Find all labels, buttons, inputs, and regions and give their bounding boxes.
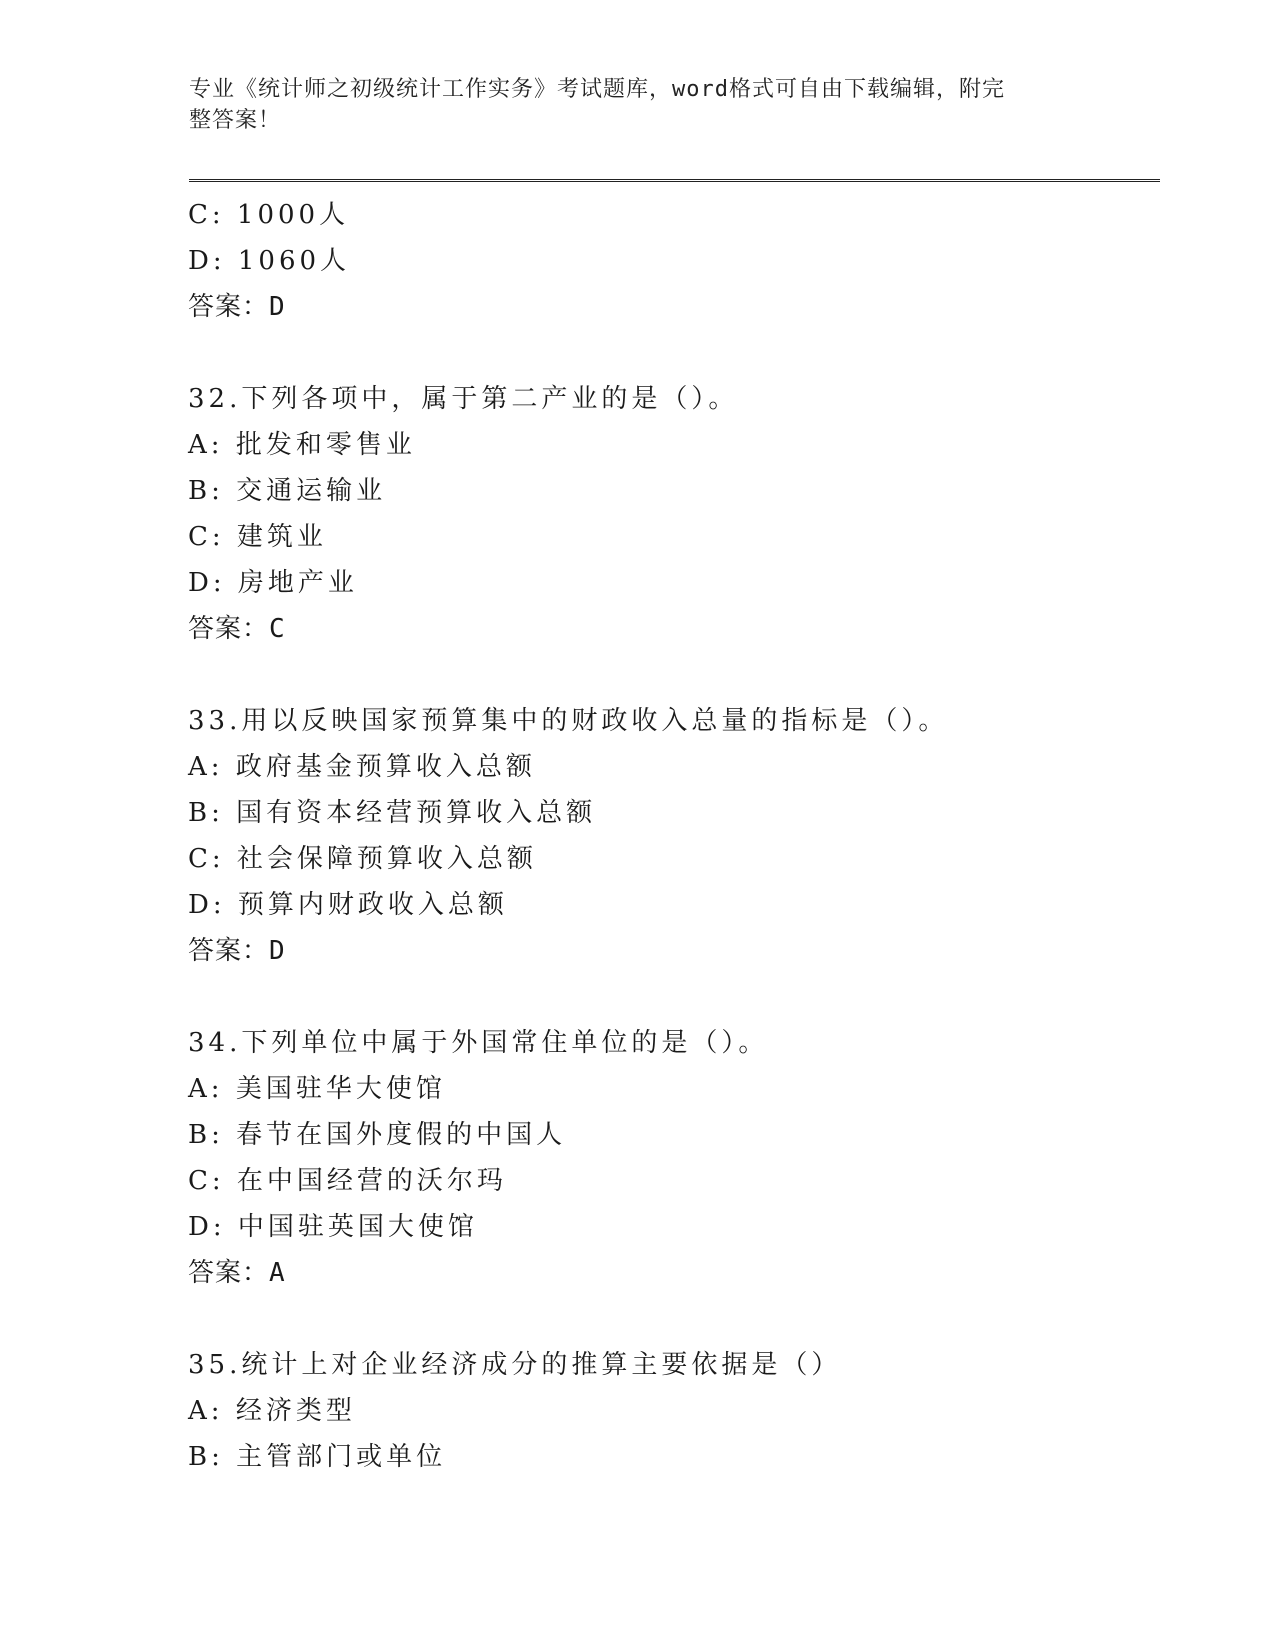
spacer xyxy=(188,652,1148,698)
option-a: A: 批发和零售业 xyxy=(188,430,416,460)
header-line-1: 专业《统计师之初级统计工作实务》考试题库，word格式可自由下载编辑，附完 xyxy=(189,77,1005,102)
option-b: B: 国有资本经营预算收入总额 xyxy=(188,798,597,828)
option-d: D: 中国驻英国大使馆 xyxy=(188,1212,478,1242)
option-d: D: 房地产业 xyxy=(188,568,358,598)
answer-line: 答案：C xyxy=(188,614,286,644)
option-d: D: 预算内财政收入总额 xyxy=(188,890,508,920)
question-list xyxy=(188,192,1148,1480)
option-b: B: 春节在国外度假的中国人 xyxy=(188,1120,567,1150)
option-c: C: 在中国经营的沃尔玛 xyxy=(188,1166,507,1196)
answer-line: 答案：D xyxy=(188,936,286,966)
option-c: C: 社会保障预算收入总额 xyxy=(188,844,537,874)
option-b: B: 交通运输业 xyxy=(188,476,387,506)
option-c: C: 建筑业 xyxy=(188,522,327,552)
question-stem-33: 33.用以反映国家预算集中的财政收入总量的指标是（）。 xyxy=(188,706,949,736)
answer-line: 答案：D xyxy=(188,292,286,322)
document-header xyxy=(189,74,1069,136)
option-a: A: 经济类型 xyxy=(188,1396,356,1426)
spacer xyxy=(188,1296,1148,1342)
header-divider xyxy=(189,179,1160,182)
option-a: A: 政府基金预算收入总额 xyxy=(188,752,536,782)
answer-line: 答案：A xyxy=(188,1258,286,1288)
question-stem-34: 34.下列单位中属于外国常住单位的是（）。 xyxy=(188,1028,769,1058)
option-d: D: 1060人 xyxy=(188,246,351,276)
question-stem-35: 35.统计上对企业经济成分的推算主要依据是（） xyxy=(188,1350,842,1380)
spacer xyxy=(188,974,1148,1020)
option-a: A: 美国驻华大使馆 xyxy=(188,1074,446,1104)
question-stem-32: 32.下列各项中，属于第二产业的是（）。 xyxy=(188,384,739,414)
spacer xyxy=(188,330,1148,376)
option-c: C: 1000人 xyxy=(188,200,350,230)
option-b: B: 主管部门或单位 xyxy=(188,1442,447,1472)
header-line-2: 整答案！ xyxy=(189,108,282,133)
